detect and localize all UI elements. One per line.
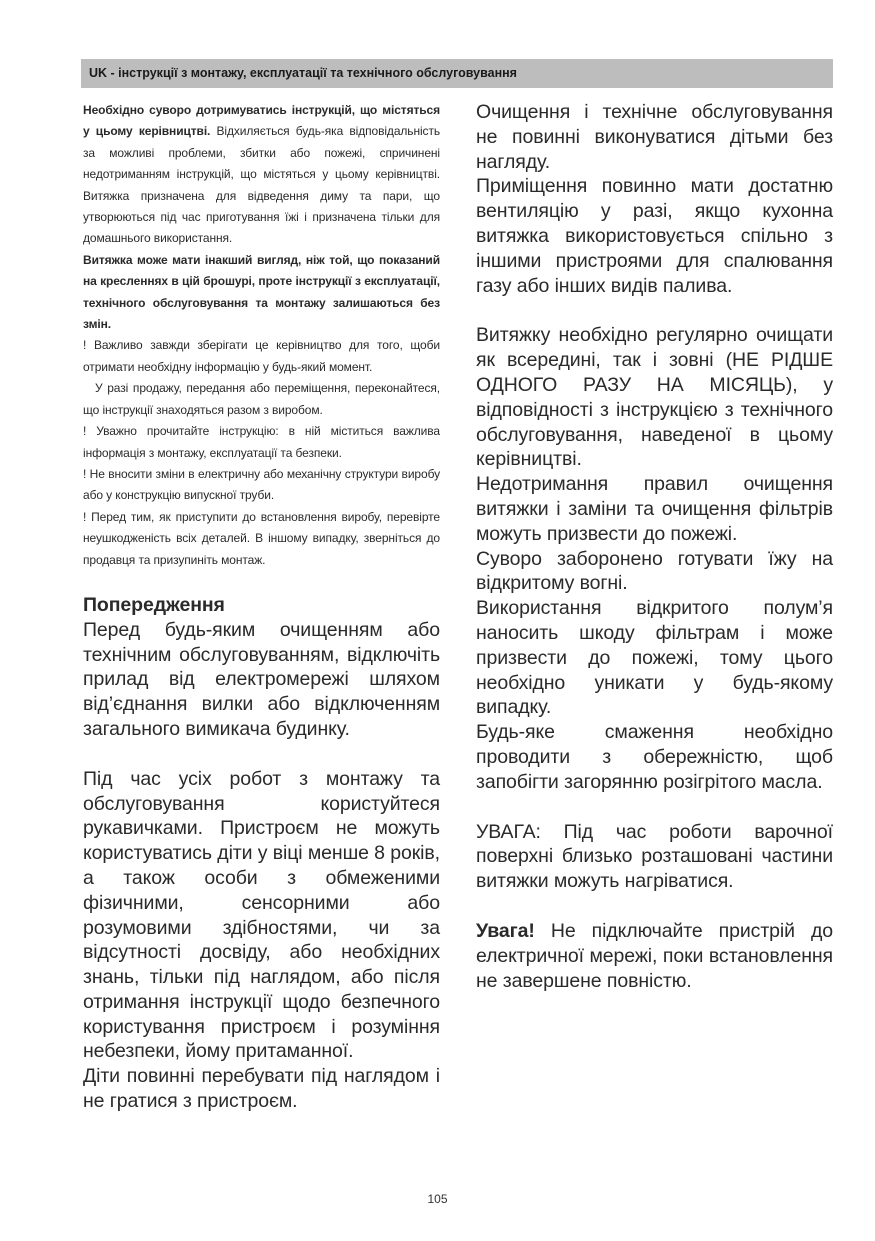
intro-text: Відхиляється будь-яка відповідальність за можливі проблеми, збитки або пожежі, спричинені недотриманням інструкцій, що містяться у цьому керівництві. Витяжка призначена для відведення диму та пари, що утворюються під час приготування їжі і призначена тільки для домашнього використання. [83, 124, 440, 246]
ventilation-paragraph: Приміщення повинно мати достатню вентиляцію у разі, якщо кухонна витяжка використовується спільно з іншими пристроями для спалювання газу або інших видів палива. [476, 175, 833, 297]
intro-bold-text: Необхідно суворо дотримуватись інструкцій, що містяться у цьому керівництві. [83, 103, 440, 139]
note-no-modifications: ! Не вносити зміни в електричну або механічну структури виробу або у конструкцію випускної труби. [83, 466, 440, 503]
right-column [476, 100, 833, 993]
note-check-parts: ! Перед тим, як приступити до встановлення виробу, перевірте неушкодженість всіх деталей. В іншому випадку, зверніться до продавця та призупиніть монтаж. [83, 509, 440, 567]
warning-heading: Попередження [83, 593, 225, 616]
page-number: 105 [427, 1192, 448, 1206]
children-paragraph: Діти повинні перебувати під наглядом і не гратися з пристроєм. [83, 1065, 440, 1113]
attention-text: Не підключайте пристрій до електричної мережі, поки встановлення не завершене повністю. [476, 919, 833, 992]
cleaning-children-paragraph: Очищення і технічне обслуговування не повинні виконуватися дітьми без нагляду. [476, 101, 833, 173]
appearance-bold-text: Витяжка може мати інакший вигляд, ніж той, що показаний на кресленнях в цій брошурі, проте інструкції з експлуатації, технічного обслуговування та монтажу залишаються без змін. [83, 252, 440, 332]
open-fire-cooking-paragraph: Суворо заборонено готувати їжу на відкритому вогні. [476, 547, 833, 595]
non-compliance-paragraph: Недотримання правил очищення витяжки і заміни та очищення фільтрів можуть призвести до пожежі. [476, 473, 833, 545]
left-column [83, 100, 440, 1114]
note-sale-transfer: У разі продажу, передання або переміщення, переконайтеся, що інструкції знаходяться разом з виробом. [83, 381, 440, 417]
warning-paragraph: Перед будь-яким очищенням або технічним обслуговуванням, відключіть прилад від електромережі шляхом від’єднання вилки або відключенням загального вимикача будинку. [83, 618, 440, 740]
warning-section [83, 593, 440, 1114]
intro-paragraph [83, 100, 440, 250]
frying-paragraph: Будь-яке смаження необхідно проводити з обережністю, щоб запобігти загорянню розігрітого масла. [476, 721, 833, 793]
open-flame-paragraph: Використання відкритого полум’я наносить шкоду фільтрам і може призвести до пожежі, тому цього необхідно уникати у будь-якому випадку. [476, 597, 833, 719]
attention-bold-text: Увага! [476, 919, 535, 942]
caution-paragraph: УВАГА: Під час роботи варочної поверхні близько розташовані частини витяжки можуть нагріватися. [476, 820, 833, 893]
appearance-paragraph [83, 250, 440, 336]
attention-paragraph [476, 919, 833, 993]
gloves-paragraph: Під час усіх робот з монтажу та обслуговування користуйтеся рукавичками. Пристроєм не можуть користуватись діти у віці менше 8 років, а також особи з обмеженими фізичними, сенсорними або розумовими здібностями, чи за відсутності досвіду, або необхідних знань, тільки під наглядом, або після отримання інструкції щодо безпечного користування пристроєм і розуміння небезпеки, йому притаманної. [83, 767, 440, 1063]
note-read-carefully: ! Уважно прочитайте інструкцію: в ній міститься важлива інформація з монтажу, експлуатації та безпеки. [83, 424, 440, 460]
note-keep-manual: ! Важливо завжди зберігати це керівництво для того, щоби отримати необхідну інформацію у будь-який момент. [83, 338, 440, 374]
intro-section [83, 100, 440, 571]
section-header: UK - інструкції з монтажу, експлуатації та технічного обслуговування [81, 59, 833, 88]
regular-cleaning-paragraph: Витяжку необхідно регулярно очищати як всередині, так і зовні (НЕ РІДШЕ ОДНОГО РАЗУ НА МІСЯЦЬ), у відповідності з інструкцією з технічного обслуговування, наведеної в цьому керівництві. [476, 324, 833, 471]
